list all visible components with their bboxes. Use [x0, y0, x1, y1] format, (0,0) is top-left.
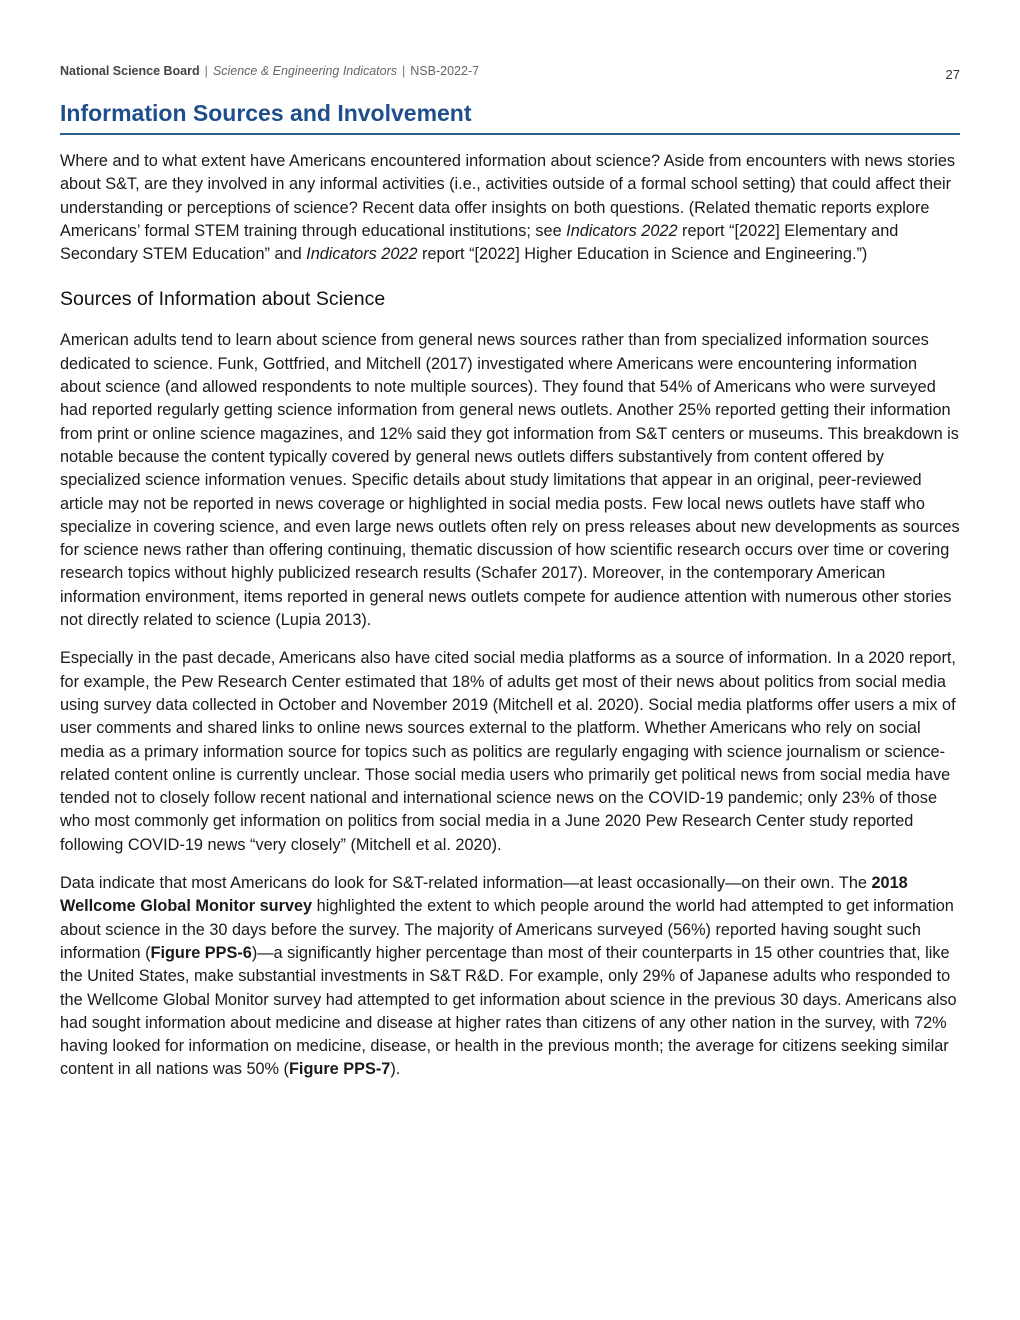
- body-paragraph-3: [60, 872, 962, 1082]
- header-separator: |: [204, 64, 208, 78]
- paragraph-text: highlighted the extent to which people around the world had attempted to get information about science in the 30 days before the survey. The majority of Americans surveyed (56%) reported having sought such information (: [60, 897, 954, 962]
- body-paragraph-2: Especially in the past decade, Americans also have cited social media platforms as a source of information. In a 2020 report, for example, the Pew Research Center estimated that 18% of adults get most of their news about politics from social media using survey data collected in October and November 2019 (Mitchell et al. 2020). Social media platforms offer users a mix of user comments and shared links to online news sources external to the platform. Whether Americans who rely on social media as a primary information source for topics such as politics are regularly engaging with science journalism or science-related content online is currently unclear. Those social media users who primarily get political news from social media have tended not to closely follow recent national and international science news on the COVID-19 pandemic; only 23% of those who most commonly get information on politics from social media in a June 2020 Pew Research Center study reported following COVID-19 news “very closely” (Mitchell et al. 2020).: [60, 649, 956, 854]
- document-body: [60, 150, 962, 1097]
- header-organization: National Science Board: [60, 64, 200, 78]
- intro-text: report “[2022] Higher Education in Science and Engineering.”): [417, 245, 868, 264]
- paragraph-text: )—a significantly higher percentage than most of their counterparts in 15 other countries that, like the United States, make substantial investments in S&T R&D. For example, only 29% of Japanese adults who responded to the Wellcome Global Monitor survey had attempted to get information about science in the previous 30 days. Americans also had sought information about medicine and disease at higher rates than citizens of any other nation in the survey, with 72% having looked for information on medicine, disease, or health in the previous month; the average for citizens seeking similar content in all nations was 50% (: [60, 943, 957, 1079]
- header-separator: |: [402, 64, 406, 78]
- paragraph-text: Data indicate that most Americans do look for S&T-related information—at least occasionally—on their own. The: [60, 874, 872, 893]
- paragraph-text: ).: [390, 1060, 401, 1079]
- figure-pps-7-link[interactable]: Figure PPS-7: [288, 1060, 391, 1079]
- figure-pps-6-link[interactable]: Figure PPS-6: [150, 943, 252, 962]
- intro-text: report “[2022] Elementary and Secondary STEM Education” and: [60, 221, 899, 264]
- body-paragraph-1: American adults tend to learn about science from general news sources rather than from specialized information sources dedicated to science. Funk, Gottfried, and Mitchell (2017) investigated where Americans were encountering information about science (and allowed respondents to note multiple sources). They found that 54% of Americans who were surveyed had reported regularly getting science information from general news outlets. Another 25% reported getting their information from print or online science magazines, and 12% said they got information from S&T centers or museums. This breakdown is notable because the content typically covered by general news outlets differs substantively from content offered by specialized science information venues. Specific details about study limitations that appear in an original, peer-reviewed article may not be reported in news coverage or highlighted in social media posts. Few local news outlets have staff who specialize in covering science, and even large news outlets often rely on press releases about new developments as sources for science news rather than offering continuing, thematic discussion of how scientific research occurs over time or covering research topics without highly publicized research results (Schafer 2017). Moreover, in the contemporary American information environment, items reported in general news outlets compete for audience attention with numerous other stories not directly related to science (Lupia 2013).: [60, 331, 960, 630]
- section-heading: Sources of Information about Science: [60, 288, 386, 311]
- header-publication: Science & Engineering Indicators: [212, 64, 398, 78]
- wellcome-survey-link[interactable]: 2018 Wellcome Global Monitor survey: [60, 874, 908, 916]
- page-number: 27: [945, 67, 960, 82]
- page-title: Information Sources and Involvement: [60, 100, 960, 135]
- running-header: [60, 64, 960, 84]
- header-report-number: NSB-2022-7: [410, 64, 480, 78]
- intro-italic-reference: Indicators 2022: [306, 245, 418, 264]
- intro-paragraph: [60, 150, 962, 266]
- intro-text: Where and to what extent have Americans encountered information about science? Aside from encounters with news stories about S&T, are they involved in any informal activities (i.e., activities outside of a formal school setting) that could affect their understanding or perceptions of science? Recent data offer insights on both questions. (Related thematic reports explore Americans’ formal STEM training through educational institutions; see: [60, 152, 956, 240]
- intro-italic-reference: Indicators 2022: [566, 221, 678, 240]
